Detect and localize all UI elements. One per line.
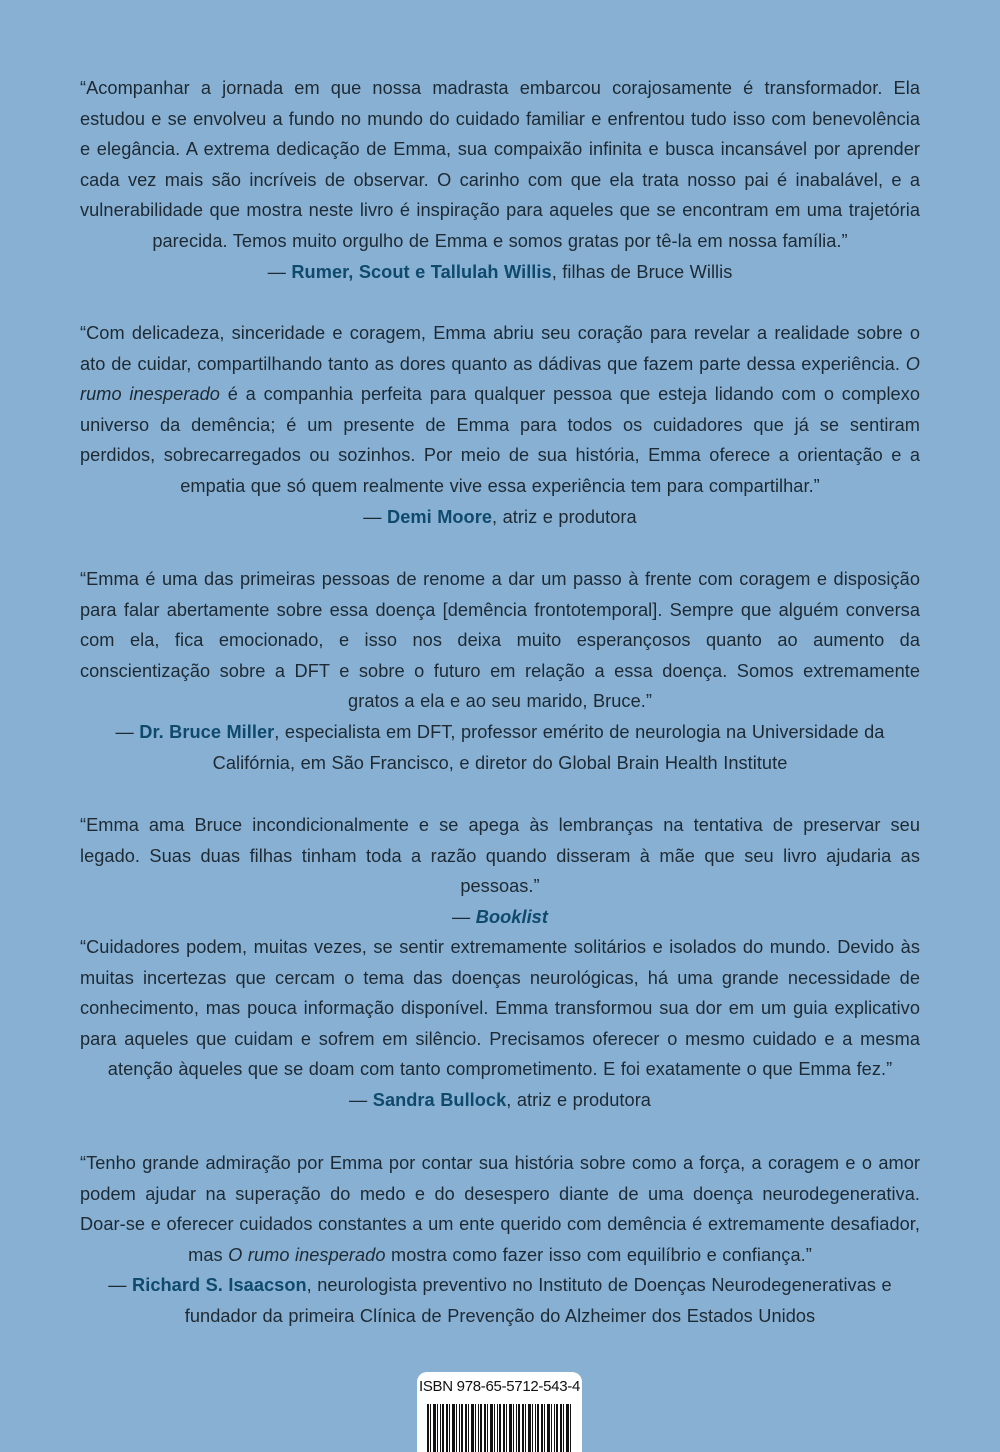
attribution-dash: — xyxy=(108,1275,133,1296)
attribution-role: , atriz e produtora xyxy=(506,1089,651,1110)
isbn-number: ISBN 978-65-5712-543-4 xyxy=(418,1378,580,1395)
blurb-willis-daughters xyxy=(80,73,920,287)
quote-part-b: é a companhia perfeita para qualquer pessoa que esteja lidando com o complexo universo da demência; é um presente de Emma para todos os cuidadores que já se sentiram perdidos, sobrecarregados ou sozinhos. Por meio de sua história, Emma oferece a orientação e a empatia que só quem realmente vive essa experiência tem para compartilhar.” xyxy=(80,384,921,496)
blurb-attribution xyxy=(80,257,920,288)
blurb-attribution xyxy=(80,717,920,778)
quote-part-a: “Com delicadeza, sinceridade e coragem, Emma abriu seu coração para revelar a realidade sobre o ato de cuidar, compartilhando tanto as dores quanto as dádivas que fazem parte dessa experiência. xyxy=(80,323,920,374)
attribution-dash: — xyxy=(349,1089,373,1110)
blurb-quote xyxy=(80,318,920,502)
barcode-icon xyxy=(427,1404,573,1452)
attribution-role: , atriz e produtora xyxy=(492,506,637,527)
blurb-quote: “Emma ama Bruce incondicionalmente e se apega às lembranças na tentativa de preservar seu legado. Suas duas filhas tinham toda a razão quando disseram à mãe que seu livro ajudaria as pessoas.” xyxy=(80,815,920,897)
isbn-barcode-box xyxy=(417,1372,582,1452)
blurb-quote: “Cuidadores podem, muitas vezes, se sentir extremamente solitários e isolados do mundo. Devido às muitas incertezas que cercam o tema das doenças neurológicas, há uma grande necessidade de conhecimento, mas pouca informação disponível. Emma transformou sua dor em um guia explicativo para aqueles que cuidam e sofrem em silêncio. Precisamos oferecer o mesmo cuidado e a mesma atenção àqueles que se doam com tanto comprometimento. E foi exatamente o que Emma fez.” xyxy=(80,937,920,1080)
attribution-dash: — xyxy=(452,906,476,927)
quote-part-a: “Tenho grande admiração por Emma por contar sua história sobre como a força, a coragem e o amor podem ajudar na superação do medo e do desespero diante de uma doença neurodegenerativa. Doar-se e oferecer cuidados constantes a um ente querido com demência é extremamente desafiador, mas xyxy=(80,1153,920,1265)
quote-part-b: mostra como fazer isso com equilíbrio e confiança.” xyxy=(385,1244,812,1265)
attribution-dash: — xyxy=(115,721,140,742)
blurb-attribution xyxy=(80,502,920,533)
attribution-role: , filhas de Bruce Willis xyxy=(551,261,733,282)
blurb-bruce-miller xyxy=(80,564,920,778)
attribution-name: Sandra Bullock xyxy=(372,1089,507,1110)
book-title: O rumo inesperado xyxy=(80,353,920,405)
book-title: O rumo inesperado xyxy=(228,1244,386,1265)
blurb-quote: “Acompanhar a jornada em que nossa madrasta embarcou corajosamente é transformador. Ela estudou e se envolveu a fundo no mundo do cuidado familiar e enfrentou tudo isso com benevolência e elegância. A extrema dedicação de Emma, sua compaixão infinita e busca incansável por aprender cada vez mais são incríveis de observar. O carinho com que ela trata nosso pai é inabalável, e a vulnerabilidade que mostra neste livro é inspiração para aqueles que se encontram em uma trajetória parecida. Temos muito orgulho de Emma e somos gratas por tê-la em nossa família.” xyxy=(80,78,920,251)
blurb-richard-isaacson xyxy=(80,1148,920,1332)
attribution-name: Demi Moore xyxy=(387,506,493,527)
blurb-sandra-bullock xyxy=(80,932,920,1116)
attribution-name: Richard S. Isaacson xyxy=(132,1275,307,1296)
attribution-name: Booklist xyxy=(475,906,548,927)
blurb-booklist xyxy=(80,810,920,932)
blurb-attribution xyxy=(80,1085,920,1116)
attribution-dash: — xyxy=(267,261,292,282)
blurb-demi-moore xyxy=(80,318,920,532)
blurb-attribution xyxy=(80,1270,920,1331)
attribution-role: , neurologista preventivo no Instituto de Doenças Neurodegenerativas e fundador da primeira Clínica de Prevenção do Alzheimer dos Estados Unidos xyxy=(184,1275,892,1326)
attribution-name: Rumer, Scout e Tallulah Willis xyxy=(291,261,552,282)
blurb-attribution xyxy=(80,902,920,933)
blurb-quote xyxy=(80,1148,920,1270)
attribution-dash: — xyxy=(363,506,388,527)
blurb-quote: “Emma é uma das primeiras pessoas de renome a dar um passo à frente com coragem e disposição para falar abertamente sobre essa doença [demência frontotemporal]. Sempre que alguém conversa com ela, fica emocionado, e isso nos deixa muito esperançosos quanto ao aumento da conscientização sobre a DFT e sobre o futuro em relação a essa doença. Somos extremamente gratos a ela e ao seu marido, Bruce.” xyxy=(80,569,920,712)
attribution-name: Dr. Bruce Miller xyxy=(139,721,275,742)
attribution-role: , especialista em DFT, professor emérito de neurologia na Universidade da Califórnia, em São Francisco, e diretor do Global Brain Health Institute xyxy=(212,721,885,773)
